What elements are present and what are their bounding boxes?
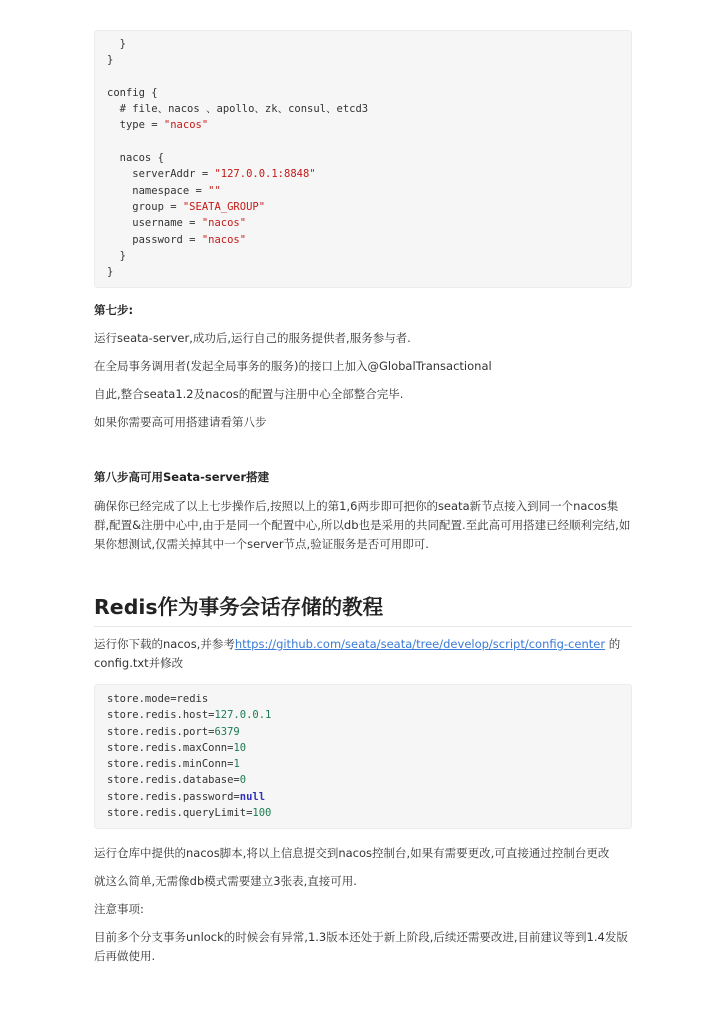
footer-paragraph-4: 目前多个分支事务unlock的时候会有异常,1.3版本还处于新上阶段,后续还需要改进,目前建议等到1.4发版后再做使用. (94, 930, 628, 963)
code-line: serverAddr = "127.0.0.1:8848" (107, 168, 316, 181)
code-line: type = "nacos" (107, 119, 209, 132)
code-line: store.redis.maxConn=10 (107, 741, 247, 754)
step7-heading: 第七步: (94, 303, 134, 317)
code-line: } (107, 249, 126, 262)
code-line (107, 69, 619, 85)
code-line: nacos { (107, 152, 164, 165)
code-line: store.redis.host=127.0.0.1 (107, 709, 272, 722)
redis-config-code-block (94, 684, 632, 829)
code-line: } (107, 38, 126, 50)
step7-paragraph-1: 运行seata-server,成功后,运行自己的服务提供者,服务参与者. (94, 331, 411, 345)
config-code-block (94, 30, 632, 288)
step7-paragraph-2: 在全局事务调用者(发起全局事务的服务)的接口上加入@GlobalTransactional (94, 359, 492, 373)
code-line: } (107, 54, 114, 67)
code-line: namespace = "" (107, 184, 221, 197)
code-line: store.redis.queryLimit=100 (107, 807, 272, 820)
redis-intro-prefix: 运行你下载的nacos,并参考 (94, 637, 235, 651)
step7-paragraph-3: 自此,整合seata1.2及nacos的配置与注册中心全部整合完毕. (94, 387, 404, 401)
code-line: username = "nacos" (107, 217, 247, 230)
code-line (107, 134, 619, 150)
code-line: store.redis.password=null (107, 790, 266, 803)
footer-paragraph-2: 就这么简单,无需像db模式需要建立3张表,直接可用. (94, 874, 357, 888)
config-center-link[interactable]: https://github.com/seata/seata/tree/develop/script/config-center (234, 637, 606, 651)
code-line: } (107, 266, 114, 279)
code-line: store.redis.database=0 (107, 774, 247, 787)
code-line: store.redis.minConn=1 (107, 758, 240, 771)
step8-paragraph: 确保你已经完成了以上七步操作后,按照以上的第1,6两步即可把你的seata新节点接入到同一个nacos集群,配置&注册中心中,由于是同一个配置中心,所以db也是采用的共同配置.至此高可用搭建已经顺利完结,如果你想测试,仅需关掉其中一个server节点,验证服务是否可用即可. (94, 499, 631, 551)
code-line: config { (107, 86, 158, 99)
footer-paragraph-3: 注意事项: (94, 902, 144, 916)
code-line: store.redis.port=6379 (107, 725, 240, 738)
step7-paragraph-4: 如果你需要高可用搭建请看第八步 (94, 415, 267, 429)
code-line: # file、nacos 、apollo、zk、consul、etcd3 (107, 103, 369, 116)
code-line: store.mode=redis (107, 693, 209, 705)
redis-section-title: Redis作为事务会话存储的教程 (94, 590, 632, 627)
redis-intro-paragraph (94, 635, 632, 673)
code-line: password = "nacos" (107, 233, 247, 246)
redis-intro-suffix: 的config.txt并修改 (94, 637, 621, 670)
code-line: group = "SEATA_GROUP" (107, 200, 266, 213)
footer-paragraph-1: 运行仓库中提供的nacos脚本,将以上信息提交到nacos控制台,如果有需要更改,可直接通过控制台更改 (94, 846, 610, 860)
step8-heading: 第八步高可用Seata-server搭建 (94, 470, 270, 484)
